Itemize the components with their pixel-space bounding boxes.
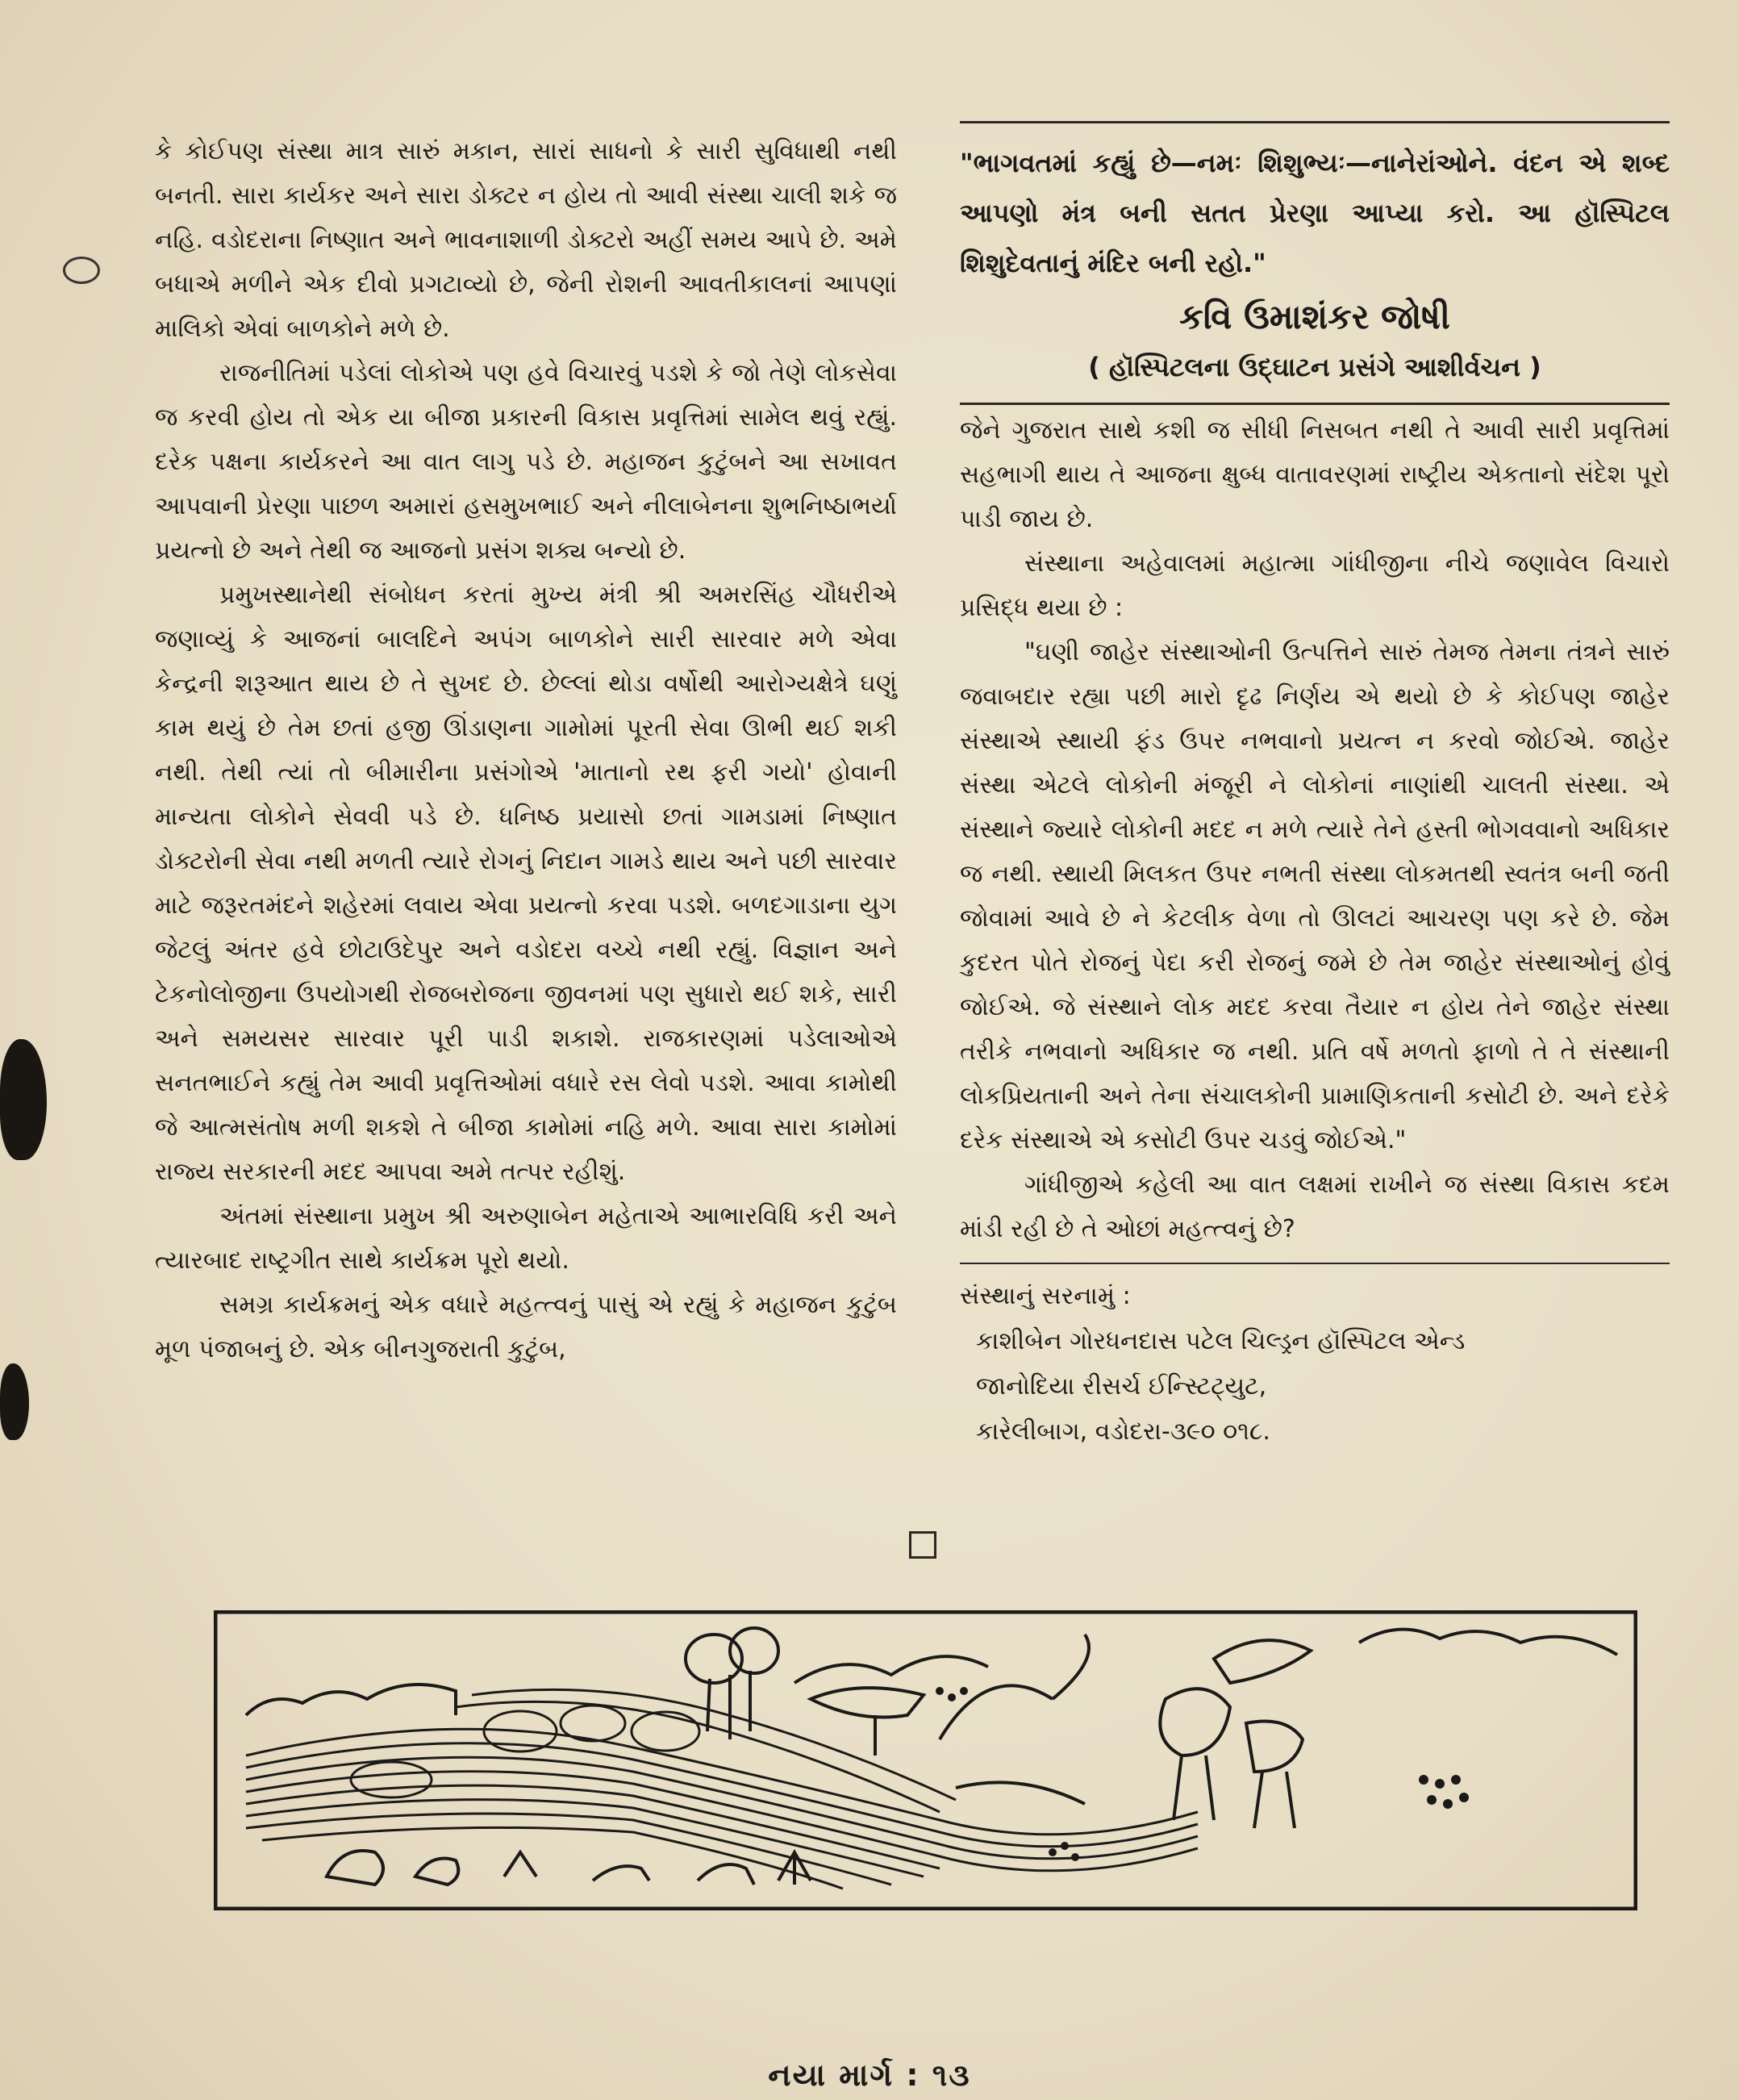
page-damage-top [63, 257, 100, 284]
address-block [960, 1264, 1670, 1455]
address-line-2: જાનોદિયા રીસર્ચ ઈન્સ્ટિટ્યુટ, [976, 1372, 1267, 1401]
section-end-box [909, 1531, 936, 1559]
occasion-caption: ( હૉસ્પિટલના ઉદ્ઘાટન પ્રસંગે આશીર્વચન ) [1088, 352, 1541, 382]
left-paragraph-5: સમગ્ર કાર્યક્રમનું એક વધારે મહત્ત્વનું પાસું એ રહ્યું કે મહાજન કુટુંબ મૂળ પંજાબનું છે. એક બીનગુજરાતી કુટુંબ, [155, 1291, 897, 1363]
page-footer: નયા માર્ગ : ૧૩ [768, 2057, 971, 2093]
address-line-1: કાશીબેન ગોરધનદાસ પટેલ ચિલ્ડ્રન હૉસ્પિટલ એન્ડ [976, 1327, 1466, 1355]
river-peacock-woodcut [214, 1610, 1637, 1910]
left-column [155, 129, 897, 1371]
bhagavat-quote: "ભાગવતમાં કહ્યું છે—નમઃ શિશુભ્યઃ—નાનેરાંઓને. વંદન એ શબ્દ આપણો મંત્ર બની સતત પ્રેરણા આપ્યા કરો. આ હૉસ્પિટલ શિશુદેવતાનું મંદિર બની રહો." [960, 148, 1670, 278]
left-paragraph-1: કે કોઈપણ સંસ્થા માત્ર સારું મકાન, સારાં સાધનો કે સારી સુવિધાથી નથી બનતી. સારા કાર્યકર અને સારા ડોક્ટર ન હોય તો આવી સંસ્થા ચાલી શકે જ નહિ. વડોદરાના નિષ્ણાત અને ભાવનાશાળી ડોક્ટરો અહીં સમય આપે છે. અમે બધાએ મળીને એક દીવો પ્રગટાવ્યો છે, જેની રોશની આવતીકાલનાં આપણાં માલિકો એવાં બાળકોને મળે છે. [155, 137, 897, 343]
right-paragraph-4: ગાંધીજીએ કહેલી આ વાત લક્ષમાં રાખીને જ સંસ્થા વિકાસ કદમ માંડી રહી છે તે ઓછાં મહત્ત્વનું છે? [960, 1171, 1670, 1243]
right-paragraph-2: સંસ્થાના અહેવાલમાં મહાત્મા ગાંધીજીના નીચે જણાવેલ વિચારો પ્રસિદ્ધ થયા છે : [960, 549, 1670, 622]
address-label: સંસ્થાનું સરનામું : [960, 1282, 1131, 1310]
page-damage-mid [0, 1039, 47, 1160]
page-damage-low [0, 1363, 29, 1440]
poet-name: કવિ ઉમાશંકર જોષી [1179, 297, 1450, 336]
gandhi-quote: "ઘણી જાહેર સંસ્થાઓની ઉત્પત્તિને સારું તેમજ તેમના તંત્રને સારું જવાબદાર રહ્યા પછી મારો દૃઢ નિર્ણય એ થયો છે કે કોઈપણ જાહેર સંસ્થાએ સ્થાયી ફંડ ઉપર નભવાનો પ્રયત્ન ન કરવો જોઈએ. જાહેર સંસ્થા એટલે લોકોની મંજૂરી ને લોકોનાં નાણાંથી ચાલતી સંસ્થા. એ સંસ્થાને જ્યારે લોકોની મદદ ન મળે ત્યારે તેને હસ્તી ભોગવવાનો અધિકાર જ નથી. સ્થાયી મિલકત ઉપર નભતી સંસ્થા લોકમતથી સ્વતંત્ર બની જતી જોવામાં આવે છે ને કેટલીક વેળા તો ઊલટાં આચરણ પણ કરે છે. જેમ કુદરત પોતે રોજનું પેદા કરી રોજનું જમે છે તેમ જાહેર સંસ્થાઓનું હોવું જોઈએ. જે સંસ્થાને લોક મદદ કરવા તૈયાર ન હોય તેને જાહેર સંસ્થા તરીકે નભવાનો અધિકાર જ નથી. પ્રતિ વર્ષે મળતો ફાળો તે તે સંસ્થાની લોકપ્રિયતાની અને તેના સંચાલકોની પ્રામાણિકતાની કસોટી છે. અને દરેકે દરેક સંસ્થાએ એ કસોટી ઉપર ચડવું જોઈએ." [960, 638, 1670, 1154]
address-line-3: કારેલીબાગ, વડોદરા-૩૯૦ ૦૧૮. [976, 1417, 1270, 1446]
left-paragraph-4: અંતમાં સંસ્થાના પ્રમુખ શ્રી અરુણાબેન મહેતાએ આભારવિધિ કરી અને ત્યારબાદ રાષ્ટ્રગીત સાથે કાર્યક્રમ પૂરો થયો. [155, 1202, 897, 1275]
left-paragraph-2: રાજનીતિમાં પડેલાં લોકોએ પણ હવે વિચારવું પડશે કે જો તેણે લોકસેવા જ કરવી હોય તો એક યા બીજા પ્રકારની વિકાસ પ્રવૃત્તિમાં સામેલ થવું રહ્યું. દરેક પક્ષના કાર્યકરને આ વાત લાગુ પડે છે. મહાજન કુટુંબને આ સખાવત આપવાની પ્રેરણા પાછળ અમારાં હસમુખભાઈ અને નીલાબેનના શુભનિષ્ઠાભર્યા પ્રયત્નો છે અને તેથી જ આજનો પ્રસંગ શક્ય બન્યો છે. [155, 359, 897, 565]
right-column [960, 121, 1670, 1455]
left-paragraph-3: પ્રમુખસ્થાનેથી સંબોધન કરતાં મુખ્ય મંત્રી શ્રી અમરસિંહ ચૌધરીએ જણાવ્યું કે આજનાં બાલદિને અપંગ બાળકોને સારી સારવાર મળે એવા કેન્દ્રની શરૂઆત થાય છે તે સુખદ છે. છેલ્લાં થોડા વર્ષોથી આરોગ્યક્ષેત્રે ઘણું કામ થયું છે તેમ છતાં હજી ઊંડાણના ગામોમાં પૂરતી સેવા ઊભી થઈ શકી નથી. તેથી ત્યાં તો બીમારીના પ્રસંગોએ 'માતાનો રથ ફરી ગયો' હોવાની માન્યતા લોકોને સેવવી પડે છે. ધનિષ્ઠ પ્રયાસો છતાં ગામડામાં નિષ્ણાત ડોક્ટરોની સેવા નથી મળતી ત્યારે રોગનું નિદાન ગામડે થાય અને પછી સારવાર માટે જરૂરતમંદને શહેરમાં લવાય એવા પ્રયત્નો કરવા પડશે. બળદગાડાના યુગ જેટલું અંતર હવે છોટાઉદેપુર અને વડોદરા વચ્ચે નથી રહ્યું. વિજ્ઞાન અને ટેકનોલોજીના ઉપયોગથી રોજબરોજના જીવનમાં પણ સુધારો થઈ શકે, સારી અને સમયસર સારવાર પૂરી પાડી શકાશે. રાજકારણમાં પડેલાઓએ સનતભાઈને કહ્યું તેમ આવી પ્રવૃત્તિઓમાં વધારે રસ લેવો પડશે. આવા કામોથી જે આત્મસંતોષ મળી શકશે તે બીજા કામોમાં નહિ મળે. આવા સારા કામોમાં રાજ્ય સરકારની મદદ આપવા અમે તત્પર રહીશું. [155, 581, 897, 1186]
right-paragraph-1: જેને ગુજરાત સાથે કશી જ સીધી નિસબત નથી તે આવી સારી પ્રવૃત્તિમાં સહભાગી થાય તે આજના ક્ષુબ્ધ વાતાવરણમાં રાષ્ટ્રીય એકતાનો સંદેશ પૂરો પાડી જાય છે. [960, 416, 1670, 533]
